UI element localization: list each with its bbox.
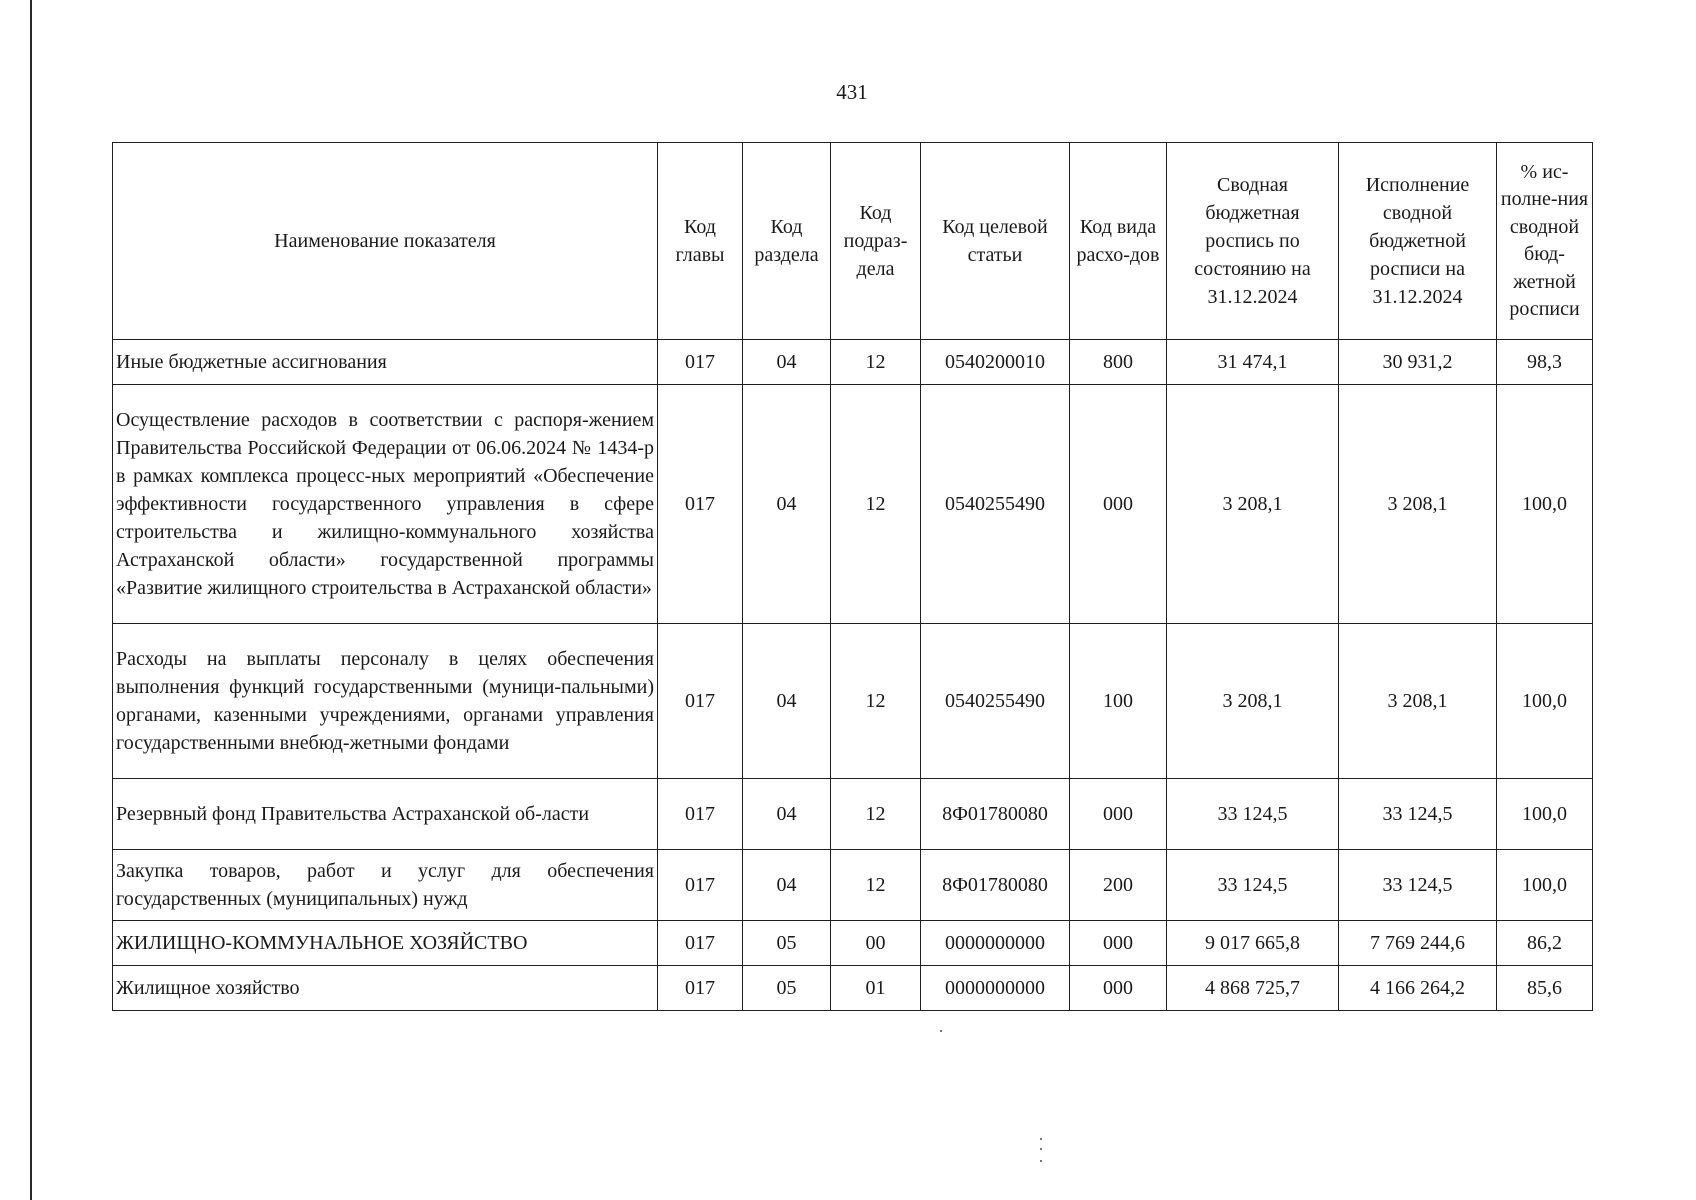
table-header-row <box>113 143 1593 340</box>
row-chapter-code: 017 <box>658 385 743 624</box>
table-row <box>113 966 1593 1011</box>
row-subsection-code: 12 <box>831 340 921 385</box>
row-expense-kind: 000 <box>1070 966 1167 1011</box>
row-budget: 3 208,1 <box>1167 385 1339 624</box>
row-target-code: 8Ф01780080 <box>921 850 1070 921</box>
row-target-code: 0540255490 <box>921 624 1070 779</box>
row-expense-kind: 800 <box>1070 340 1167 385</box>
row-budget: 33 124,5 <box>1167 779 1339 850</box>
row-name: Иные бюджетные ассигнования <box>113 340 658 385</box>
row-expense-kind: 000 <box>1070 921 1167 966</box>
row-chapter-code: 017 <box>658 966 743 1011</box>
scan-speck <box>1040 1160 1042 1162</box>
row-target-code: 0540255490 <box>921 385 1070 624</box>
row-target-code: 0000000000 <box>921 966 1070 1011</box>
page-number <box>0 80 1696 105</box>
row-section-code: 04 <box>743 624 831 779</box>
row-section-code: 04 <box>743 779 831 850</box>
row-name: Расходы на выплаты персоналу в целях обеспечения выполнения функций государственными (муници-пальными) органами, казенными учреждениями, органами управления государственными внебюд-жетными фондами <box>113 624 658 779</box>
row-budget: 9 017 665,8 <box>1167 921 1339 966</box>
budget-execution-table <box>112 142 1593 1011</box>
row-subsection-code: 01 <box>831 966 921 1011</box>
row-name: Осуществление расходов в соответствии с распоря-жением Правительства Российской Федерации от 06.06.2024 № 1434-р в рамках комплекса процесс-ных мероприятий «Обеспечение эффективности государственного управления в сфере строительства и жилищно-коммунального хозяйства Астраханской области» государственной программы «Развитие жилищного строительства в Астраханской области» <box>113 385 658 624</box>
header-expense-type-code: Код вида расхо-дов <box>1070 143 1167 340</box>
header-execution: Исполнение сводной бюджетной росписи на 31.12.2024 <box>1339 143 1497 340</box>
row-subsection-code: 12 <box>831 385 921 624</box>
table-row <box>113 921 1593 966</box>
header-target-article-code: Код целевой статьи <box>921 143 1070 340</box>
row-chapter-code: 017 <box>658 340 743 385</box>
header-subsection-code: Код подраз-дела <box>831 143 921 340</box>
row-target-code: 0000000000 <box>921 921 1070 966</box>
row-budget: 33 124,5 <box>1167 850 1339 921</box>
row-percent: 100,0 <box>1497 779 1593 850</box>
row-percent: 98,3 <box>1497 340 1593 385</box>
row-percent: 100,0 <box>1497 385 1593 624</box>
row-name: Жилищное хозяйство <box>113 966 658 1011</box>
table-row <box>113 850 1593 921</box>
table-row <box>113 779 1593 850</box>
page-number-text: 431 <box>836 80 868 104</box>
row-execution: 4 166 264,2 <box>1339 966 1497 1011</box>
row-execution: 30 931,2 <box>1339 340 1497 385</box>
row-chapter-code: 017 <box>658 779 743 850</box>
row-execution: 7 769 244,6 <box>1339 921 1497 966</box>
row-section-code: 04 <box>743 850 831 921</box>
table-row <box>113 340 1593 385</box>
row-execution: 3 208,1 <box>1339 385 1497 624</box>
row-expense-kind: 000 <box>1070 779 1167 850</box>
row-expense-kind: 200 <box>1070 850 1167 921</box>
row-chapter-code: 017 <box>658 624 743 779</box>
scan-speck <box>1040 1148 1042 1150</box>
header-chapter-code: Код главы <box>658 143 743 340</box>
table-row <box>113 624 1593 779</box>
row-execution: 33 124,5 <box>1339 850 1497 921</box>
row-target-code: 0540200010 <box>921 340 1070 385</box>
row-percent: 100,0 <box>1497 624 1593 779</box>
row-execution: 33 124,5 <box>1339 779 1497 850</box>
row-section-code: 04 <box>743 340 831 385</box>
row-section-code: 05 <box>743 966 831 1011</box>
row-percent: 85,6 <box>1497 966 1593 1011</box>
row-name: Резервный фонд Правительства Астраханской об-ласти <box>113 779 658 850</box>
row-expense-kind: 000 <box>1070 385 1167 624</box>
header-section-code: Код раздела <box>743 143 831 340</box>
row-target-code: 8Ф01780080 <box>921 779 1070 850</box>
header-name: Наименование показателя <box>113 143 658 340</box>
row-subsection-code: 12 <box>831 779 921 850</box>
page-edge-line <box>30 0 32 1200</box>
header-budget-list: Сводная бюджетная роспись по состоянию на 31.12.2024 <box>1167 143 1339 340</box>
row-subsection-code: 12 <box>831 624 921 779</box>
table-row <box>113 385 1593 624</box>
row-subsection-code: 00 <box>831 921 921 966</box>
row-expense-kind: 100 <box>1070 624 1167 779</box>
scan-speck <box>1040 1138 1042 1140</box>
row-execution: 3 208,1 <box>1339 624 1497 779</box>
row-percent: 100,0 <box>1497 850 1593 921</box>
row-budget: 31 474,1 <box>1167 340 1339 385</box>
row-budget: 3 208,1 <box>1167 624 1339 779</box>
row-section-code: 05 <box>743 921 831 966</box>
row-percent: 86,2 <box>1497 921 1593 966</box>
scan-speck <box>940 1030 942 1032</box>
row-chapter-code: 017 <box>658 850 743 921</box>
row-name: ЖИЛИЩНО-КОММУНАЛЬНОЕ ХОЗЯЙСТВО <box>113 921 658 966</box>
row-name: Закупка товаров, работ и услуг для обеспечения государственных (муниципальных) нужд <box>113 850 658 921</box>
header-percent: % ис-полне-ния сводной бюд-жетной росписи <box>1497 143 1593 340</box>
row-section-code: 04 <box>743 385 831 624</box>
row-budget: 4 868 725,7 <box>1167 966 1339 1011</box>
row-subsection-code: 12 <box>831 850 921 921</box>
row-chapter-code: 017 <box>658 921 743 966</box>
